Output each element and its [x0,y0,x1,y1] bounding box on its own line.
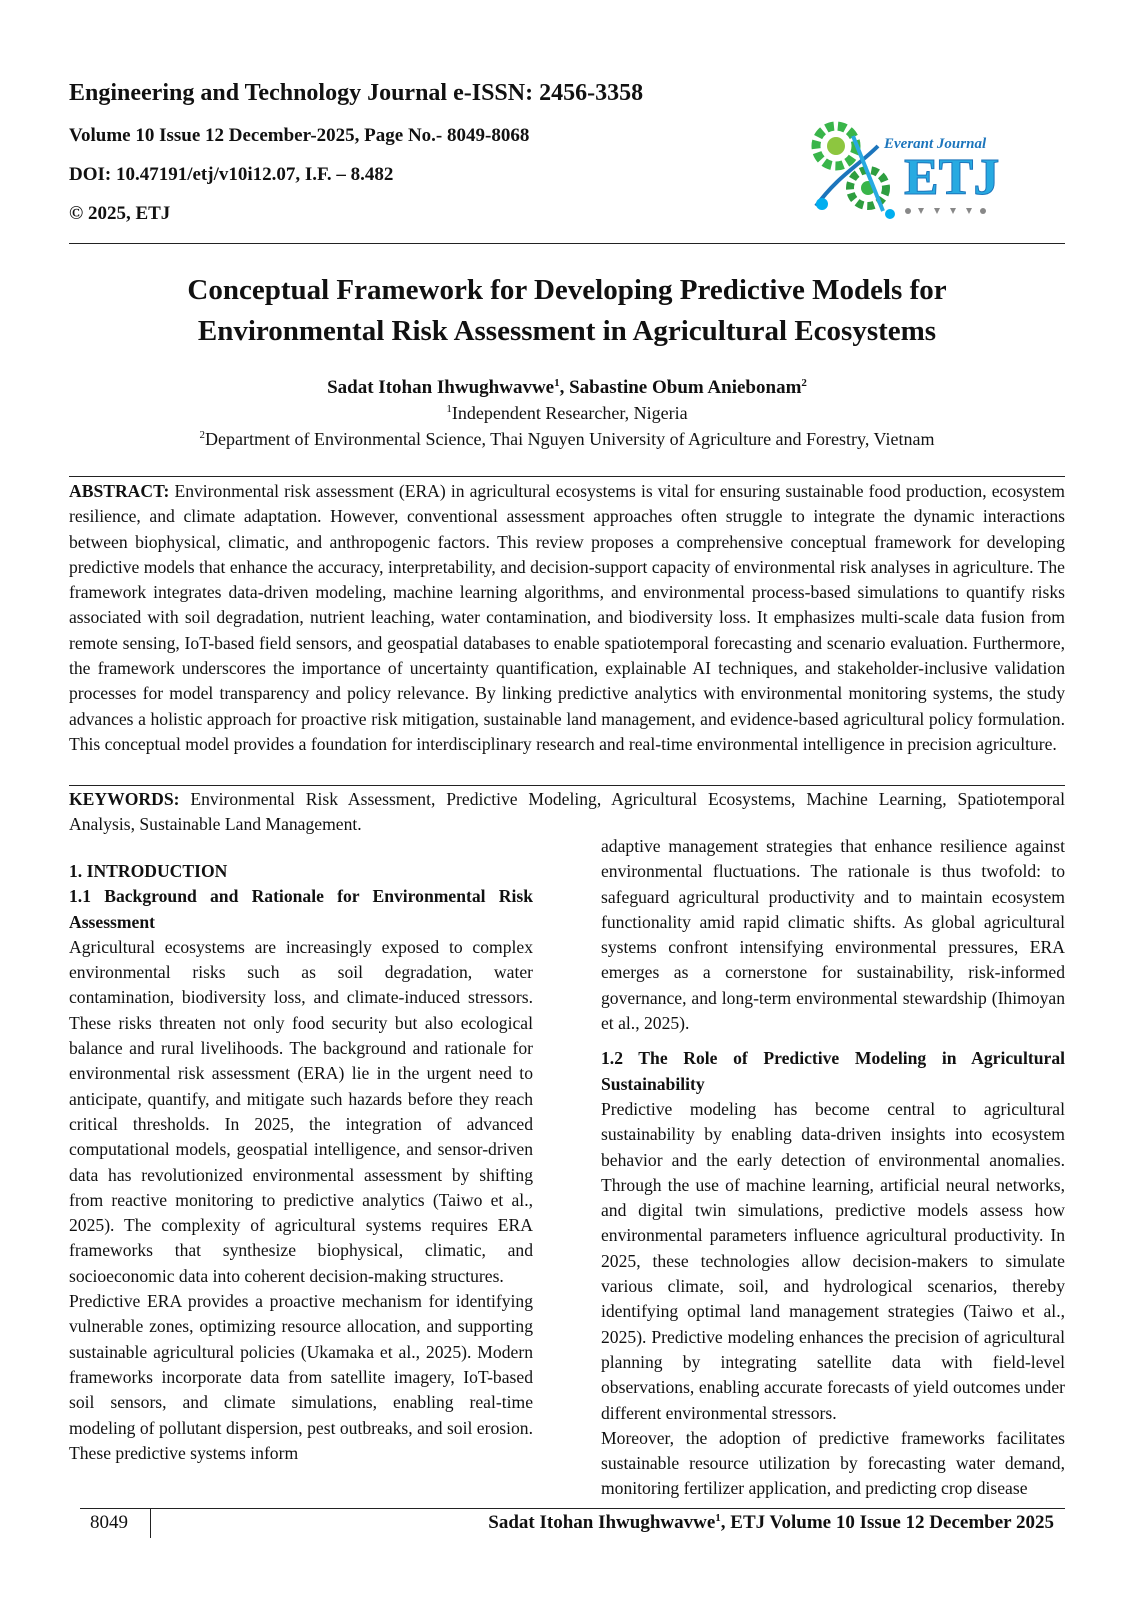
body-paragraph: Agricultural ecosystems are increasingly exposed to complex environmental risks such as soil degradation, water contamination, biodiversity loss, and climate-induced stressors. These risks threaten not only food security but also ecological balance and rural livelihoods. The background and rationale for environmental risk assessment (ERA) lie in the urgent need to anticipate, quantify, and mitigate such hazards before they reach critical thresholds. In 2025, the integration of advanced computational models, geospatial intelligence, and sensor-driven data has revolutionized environmental assessment by shifting from reactive monitoring to predictive analytics (Taiwo et al., 2025). The complexity of agricultural systems requires ERA frameworks that synthesize biophysical, climatic, and socioeconomic data into coherent decision-making structures. [69,936,533,1286]
title-line-1: Conceptual Framework for Developing Predictive Models for [187,274,947,306]
abstract-label: ABSTRACT: [69,481,170,501]
footer-divider [150,1508,151,1538]
logo-big-text: ETJ [904,149,1000,206]
footer-rule [80,1508,1065,1509]
right-column [601,834,1065,1502]
author-separator: , [559,377,570,398]
body-paragraph: Predictive modeling has become central to agricultural sustainability by enabling data-driven insights into ecosystem behavior and the early detection of environmental anomalies. Through the use of machine learning, artificial neural networks, and digital twin simulations, predictive models assess how environmental parameters influence agricultural productivity. In 2025, these technologies allow decision-makers to simulate various climate, soil, and hydrological scenarios, thereby identifying optimal land management strategies (Taiwo et al., 2025). Predictive modeling enhances the precision of agricultural planning by integrating satellite data with field-level observations, enabling accurate forecasts of yield outcomes under different environmental stressors. [601,1098,1065,1423]
doi-line: DOI: 10.47191/etj/v10i12.07, I.F. – 8.482 [69,164,394,185]
author-1-sup: 1 [554,377,560,389]
author-2-sup: 2 [801,377,807,389]
spacer [601,1036,1065,1046]
abstract-top-rule [69,476,1065,477]
footer-citation [488,1512,1054,1534]
affiliation-1-sup: 1 [446,403,452,415]
logo-ornaments [905,208,986,214]
author-list [69,376,1065,400]
abstract-text: Environmental risk assessment (ERA) in agricultural ecosystems is vital for ensuring sustainable food production, ecosystem resilience, and climate adaptation. However, conventional assessment approaches often struggle to integrate the dynamic interactions between biophysical, climatic, and anthropogenic factors. This review proposes a comprehensive conceptual framework for developing predictive models that enhance the accuracy, interpretability, and decision-support capacity of environmental risk analyses in agriculture. The framework integrates data-driven modeling, machine learning algorithms, and environmental process-based simulations to quantify risks associated with soil degradation, nutrient leaching, water contamination, and biodiversity loss. It emphasizes multi-scale data fusion from remote sensing, IoT-based field sensors, and geospatial databases to enable spatiotemporal forecasting and scenario evaluation. Furthermore, the framework underscores the importance of uncertainty quantification, explainable AI techniques, and stakeholder-inclusive validation processes for model transparency and policy relevance. By linking predictive analytics with environmental monitoring systems, the study advances a holistic approach for proactive risk mitigation, sustainable land management, and evidence-based agricultural policy formulation. This conceptual model provides a foundation for interdisciplinary research and real-time environmental intelligence in precision agriculture. [69,481,1065,754]
copyright-line: © 2025, ETJ [69,203,171,224]
keywords-text: Environmental Risk Assessment, Predictive Modeling, Agricultural Ecosystems, Machine Learning, Spatiotemporal Analysis, Sustainable Land Management. [69,789,1065,834]
body-paragraph: adaptive management strategies that enhance resilience against environmental fluctuations. The rationale is thus twofold: to safeguard agricultural productivity and to maintain ecosystem functionality amid rapid climatic shifts. As global agricultural systems confront intensifying environmental pressures, ERA emerges as a cornerstone for sustainability, risk-informed governance, and long-term environmental stewardship (Ihimoyan et al., 2025). [601,836,1065,1034]
page-number: 8049 [90,1512,128,1533]
body-paragraph: Predictive ERA provides a proactive mechanism for identifying vulnerable zones, optimizing resource allocation, and supporting sustainable agricultural policies (Ukamaka et al., 2025). Modern frameworks incorporate data from satellite imagery, IoT-based soil sensors, and climate simulations, enabling real-time modeling of pollutant dispersion, pest outbreaks, and soil erosion. These predictive systems inform [69,1291,533,1463]
abstract [69,479,1065,757]
section-heading-introduction: 1. INTRODUCTION [69,861,228,881]
volume-line: Volume 10 Issue 12 December-2025, Page No.- 8049-8068 [69,125,530,146]
subsection-heading-1-2: 1.2 The Role of Predictive Modeling in Agricultural Sustainability [601,1048,1065,1094]
affiliation-2 [69,427,1065,451]
footer-journal-info: , ETJ Volume 10 Issue 12 December 2025 [720,1512,1054,1533]
footer-author-sup: 1 [715,1512,721,1524]
affiliation-1-text: Independent Researcher, Nigeria [451,403,688,423]
logo-small-text: Everant Journal [884,136,987,152]
author-2: Sabastine Obum Aniebonam [569,377,802,398]
title-line-2: Environmental Risk Assessment in Agricultural Ecosystems [197,315,937,347]
header-rule [69,243,1065,244]
keywords [69,787,1065,837]
affiliation-2-text: Department of Environmental Science, Thai Nguyen University of Agriculture and Forestry, Vietnam [205,429,935,449]
subsection-heading-1-1: 1.1 Background and Rationale for Environmental Risk Assessment [69,886,533,932]
journal-name: Engineering and Technology Journal e-ISSN: 2456-3358 [69,80,644,106]
affiliation-1 [69,401,1065,425]
footer-author: Sadat Itohan Ihwughwavwe [488,1512,716,1533]
paper-title [69,270,1065,352]
abstract-bottom-rule [69,785,1065,786]
left-column [69,859,533,1466]
keywords-label: KEYWORDS: [69,789,180,809]
journal-header [69,78,769,241]
etj-logo [808,116,1028,226]
body-paragraph: Moreover, the adoption of predictive frameworks facilitates sustainable resource utilization by forecasting water demand, monitoring fertilizer application, and predicting crop disease [601,1427,1065,1499]
affiliation-2-sup: 2 [199,429,206,441]
author-1: Sadat Itohan Ihwughwavwe [327,377,555,398]
